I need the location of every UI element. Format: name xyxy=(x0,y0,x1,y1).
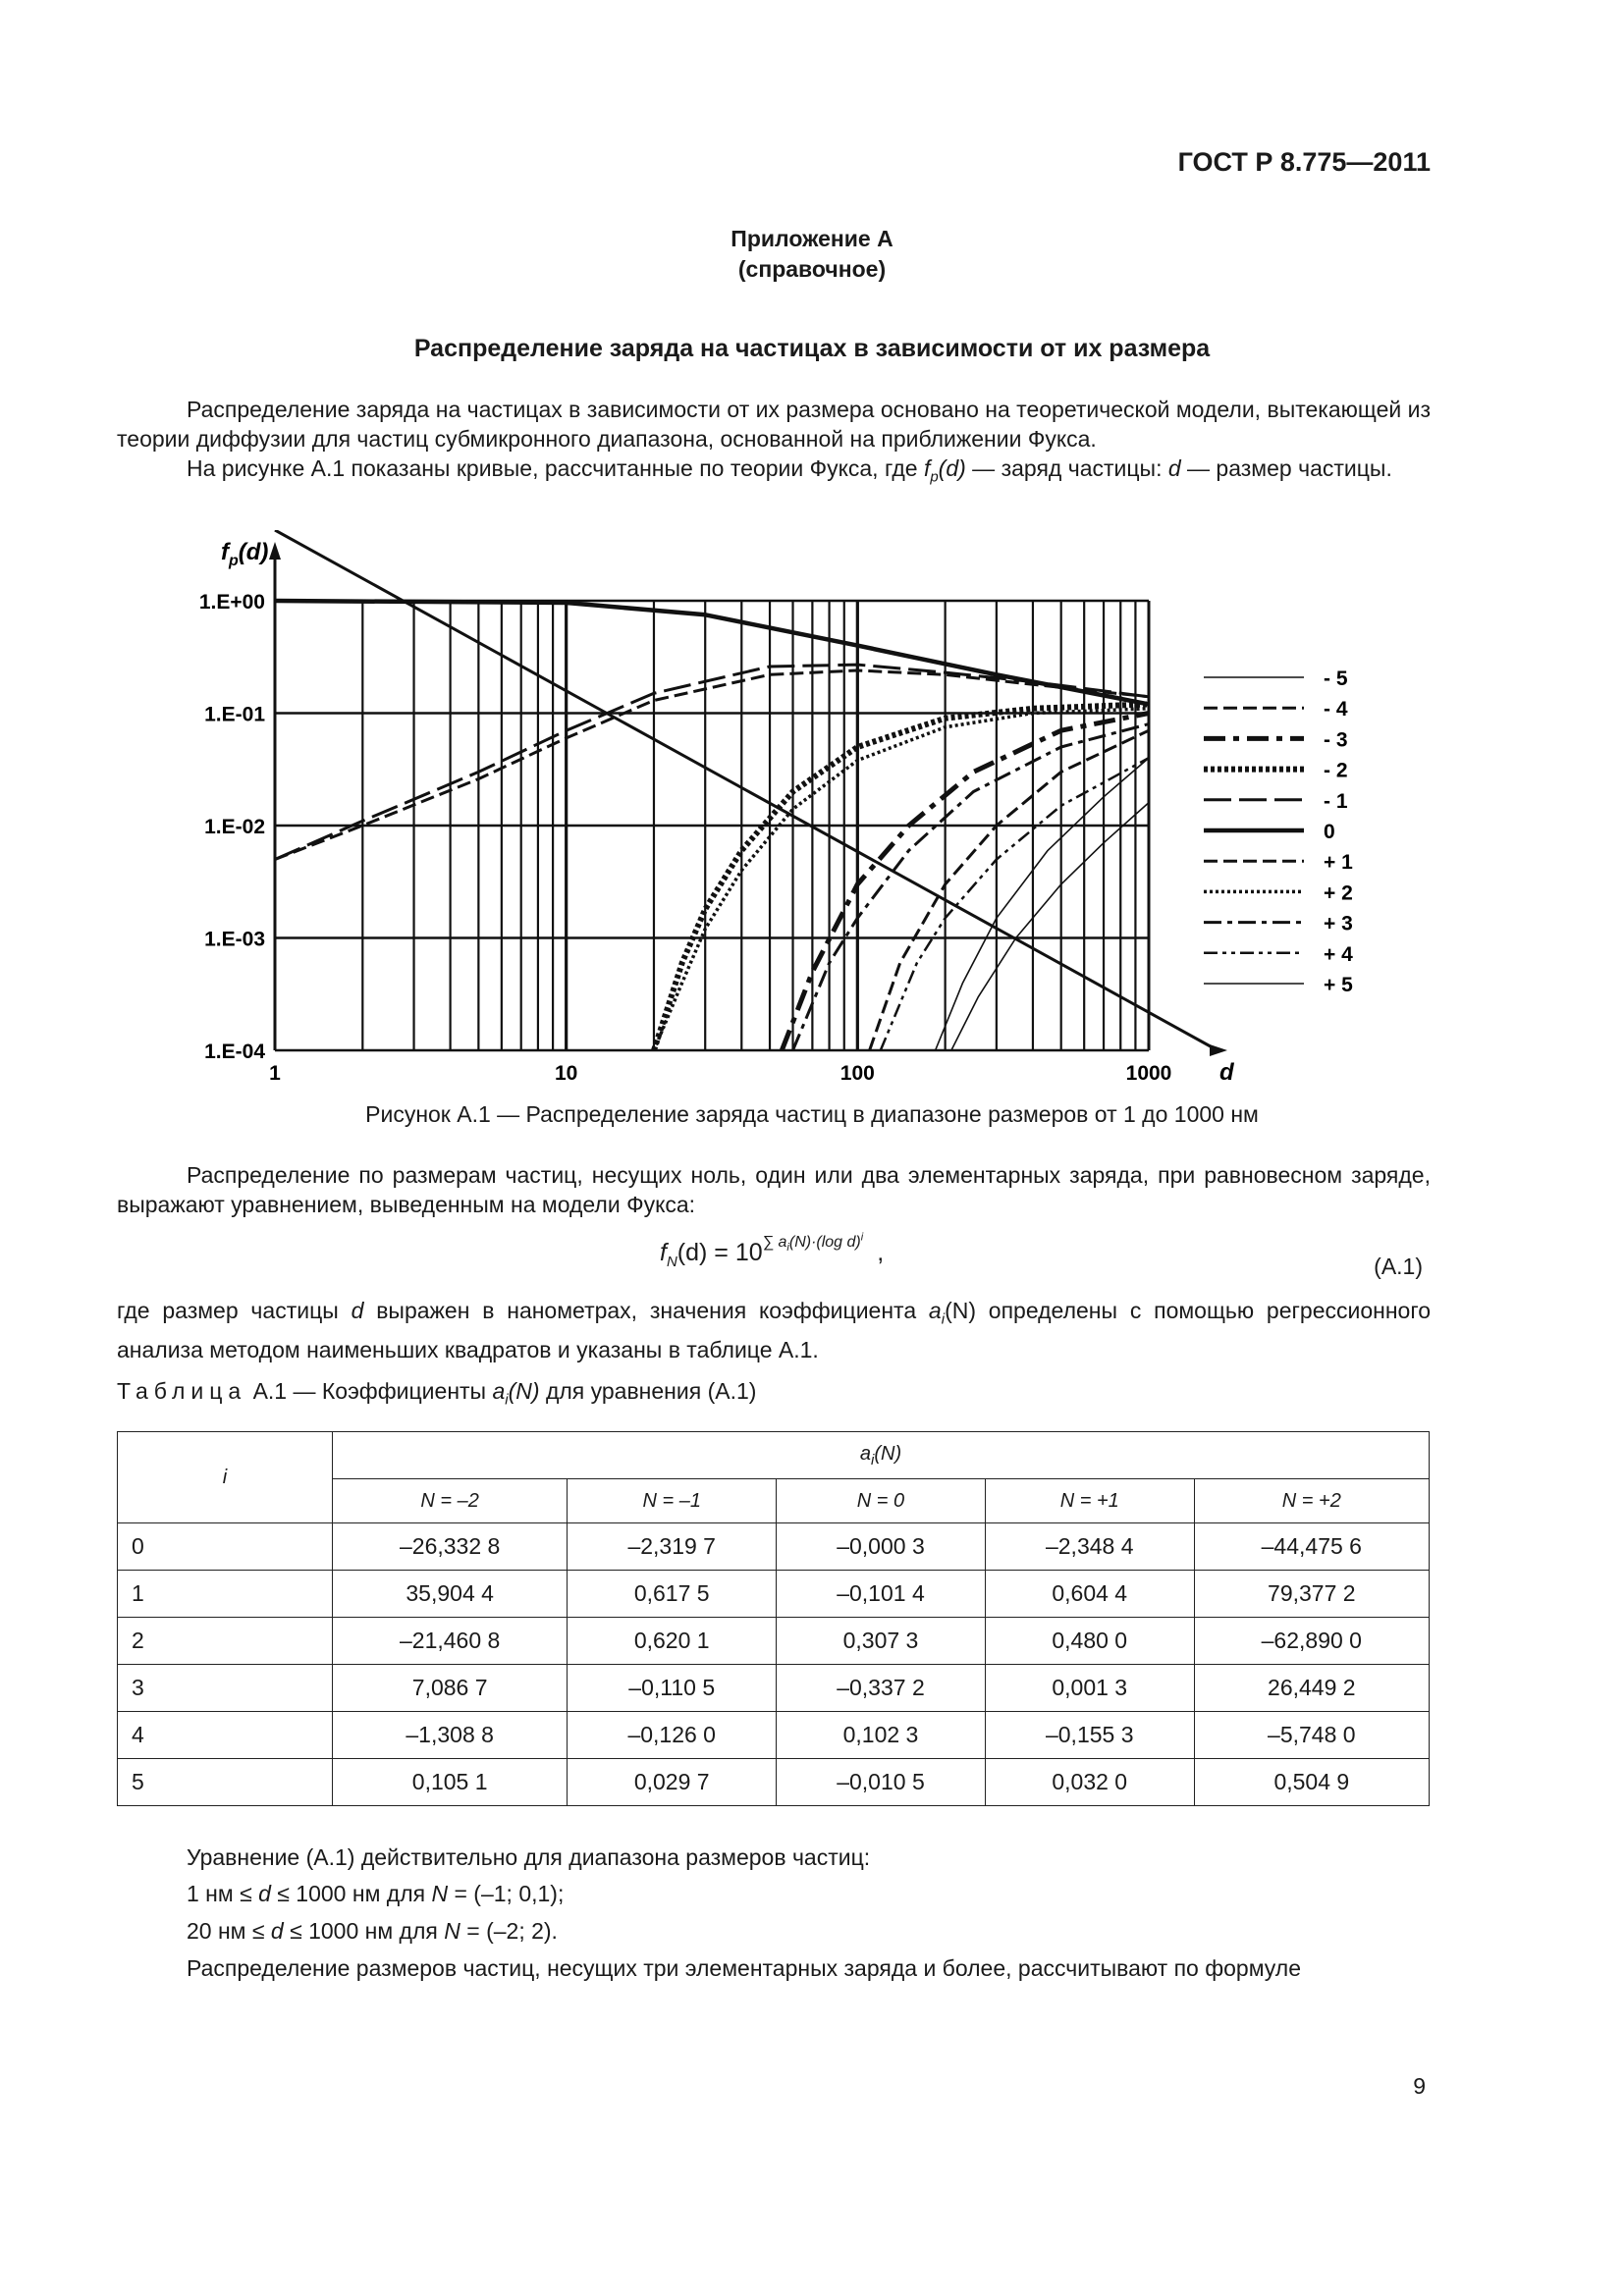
document-number: ГОСТ Р 8.775—2011 xyxy=(1177,147,1431,177)
legend-label: + 4 xyxy=(1324,942,1353,966)
x-axis-line xyxy=(275,530,1218,1050)
table-subheader: N = –1 xyxy=(568,1479,777,1523)
validity-line-2: 1 нм ≤ d ≤ 1000 нм для N = (–1; 0,1); xyxy=(187,1881,565,1906)
table-row xyxy=(118,1712,1430,1759)
table-cell: –44,475 6 xyxy=(1194,1523,1429,1571)
validity-line-1: Уравнение (А.1) действительно для диапазона размеров частиц: xyxy=(187,1844,871,1870)
table-cell-i: 2 xyxy=(118,1618,333,1665)
x-tick-label: 1000 xyxy=(1125,1062,1172,1085)
intro-p2-d: d xyxy=(1167,455,1181,481)
intro-p2-f: f xyxy=(923,455,931,481)
y-tick-label: 1.E-04 xyxy=(204,1041,265,1063)
series-line-plus4 xyxy=(881,758,1149,1050)
intro-paragraph-2 xyxy=(117,454,1431,493)
series-line-plus1 xyxy=(275,670,1149,860)
table-row xyxy=(118,1759,1430,1806)
y-tick-label: 1.E-01 xyxy=(204,703,265,726)
table-cell: 0,001 3 xyxy=(985,1665,1194,1712)
figure-caption: Рисунок А.1 — Распределение заряда частиц в диапазоне размеров от 1 до 1000 нм xyxy=(365,1101,1259,1127)
table-row xyxy=(118,1665,1430,1712)
legend-label: + 3 xyxy=(1324,912,1353,935)
table-cell: 0,032 0 xyxy=(985,1759,1194,1806)
table-cell: –21,460 8 xyxy=(333,1618,568,1665)
legend-label: + 2 xyxy=(1324,881,1353,905)
legend-label: 0 xyxy=(1324,821,1335,843)
table-cell: 0,307 3 xyxy=(777,1618,986,1665)
table-subheader: N = +2 xyxy=(1194,1479,1429,1523)
table-cell: 0,617 5 xyxy=(568,1571,777,1618)
formula-lhs-arg: (d) = 10 xyxy=(677,1239,763,1266)
where-paragraph: где размер частицы d выражен в нанометрах, значения коэффициента $a_i(N)$ определены с помощью регрессионного анализа методом наименьших квадратов и указаны в таблице А.1. xyxy=(117,1298,1431,1362)
intro-p2-before: На рисунке А.1 показаны кривые, рассчитанные по теории Фукса, где xyxy=(187,455,924,481)
series-line-minus4 xyxy=(870,730,1149,1050)
table-cell-i: 0 xyxy=(118,1523,333,1571)
table-subheader: N = +1 xyxy=(985,1479,1194,1523)
validity-line-3: 20 нм ≤ d ≤ 1000 нм для N = (–2; 2). xyxy=(187,1918,558,1944)
table-cell: 0,620 1 xyxy=(568,1618,777,1665)
series-line-minus3 xyxy=(782,714,1149,1051)
coefficients-table xyxy=(117,1431,1430,1806)
table-cell: –2,348 4 xyxy=(985,1523,1194,1571)
table-cell: –0,010 5 xyxy=(777,1759,986,1806)
table-header-ai: $a_i(N)$ xyxy=(333,1432,1430,1479)
x-tick-label: 10 xyxy=(554,1062,578,1085)
table-subheader: N = 0 xyxy=(777,1479,986,1523)
intro-p2-after: — размер частицы. xyxy=(1180,455,1392,481)
section-title: Распределение заряда на частицах в зависимости от их размера xyxy=(413,335,1211,362)
legend-label: + 5 xyxy=(1324,974,1353,996)
page-number: 9 xyxy=(1413,2073,1426,2099)
y-tick-labels xyxy=(199,591,265,1063)
x-tick-label: 100 xyxy=(839,1062,875,1085)
table-cell-i: 4 xyxy=(118,1712,333,1759)
table-cell: 79,377 2 xyxy=(1194,1571,1429,1618)
y-tick-label: 1.E-03 xyxy=(204,928,265,951)
table-cell: –0,110 5 xyxy=(568,1665,777,1712)
x-tick-label: 1 xyxy=(269,1062,281,1085)
table-header-i: i xyxy=(118,1432,333,1523)
x-axis-label: d xyxy=(1219,1059,1234,1086)
table-cell: –0,000 3 xyxy=(777,1523,986,1571)
y-tick-label: 1.E-02 xyxy=(204,816,265,838)
intro-paragraph-1: Распределение заряда на частицах в зависимости от их размера основано на теоретической модели, вытекающей из теории диффузии для частиц субмикронного диапазона, основанной на приближении Фукса. xyxy=(117,397,1431,452)
intro-p2-fd: (d) xyxy=(938,455,966,481)
table-caption: Таблица А.1 — Коэффициенты $a_i(N)$ для уравнения (А.1) xyxy=(117,1378,757,1409)
series-line-minus5 xyxy=(936,758,1149,1050)
table-cell: –0,155 3 xyxy=(985,1712,1194,1759)
table-cell: 26,449 2 xyxy=(1194,1665,1429,1712)
legend-label: - 5 xyxy=(1324,667,1348,690)
table-cell: 35,904 4 xyxy=(333,1571,568,1618)
table-cell: –2,319 7 xyxy=(568,1523,777,1571)
formula-a1 xyxy=(660,1231,885,1270)
table-cell-i: 1 xyxy=(118,1571,333,1618)
appendix-title: Приложение А xyxy=(731,226,893,251)
table-cell: –26,332 8 xyxy=(333,1523,568,1571)
series-line-minus1 xyxy=(275,665,1149,859)
table-row xyxy=(118,1571,1430,1618)
chart-grid xyxy=(275,601,1149,1050)
x-axis-arrow-icon xyxy=(1210,1044,1227,1056)
validity-line-4: Распределение размеров частиц, несущих три элементарных заряда и более, рассчитывают по формуле xyxy=(187,1955,1301,1981)
table-row xyxy=(118,1523,1430,1571)
charge-distribution-chart xyxy=(167,530,1384,1090)
x-tick-labels xyxy=(269,1062,1171,1085)
table-cell: –0,126 0 xyxy=(568,1712,777,1759)
table-cell: 0,480 0 xyxy=(985,1618,1194,1665)
table-cell: 0,029 7 xyxy=(568,1759,777,1806)
y-tick-label: 1.E+00 xyxy=(198,591,265,614)
table-cell: –1,308 8 xyxy=(333,1712,568,1759)
table-subheader: N = –2 xyxy=(333,1479,568,1523)
intro-p2-fsub: p xyxy=(930,468,939,486)
table-cell-i: 3 xyxy=(118,1665,333,1712)
y-axis-arrow-icon xyxy=(269,542,281,560)
formula-exponent: ∑ ai(N)·(log d)i xyxy=(762,1231,864,1255)
appendix-subtitle: (справочное) xyxy=(737,256,887,282)
legend-label: - 3 xyxy=(1324,728,1348,752)
table-cell: –5,748 0 xyxy=(1194,1712,1429,1759)
formula-lhs-f: f xyxy=(660,1239,667,1266)
table-cell: –62,890 0 xyxy=(1194,1618,1429,1665)
table-cell: 0,604 4 xyxy=(985,1571,1194,1618)
table-cell: –0,101 4 xyxy=(777,1571,986,1618)
chart-legend xyxy=(1204,667,1353,996)
table-cell: 0,105 1 xyxy=(333,1759,568,1806)
table-cell: –0,337 2 xyxy=(777,1665,986,1712)
legend-label: - 4 xyxy=(1324,698,1348,721)
legend-label: - 1 xyxy=(1324,789,1348,813)
legend-label: - 2 xyxy=(1324,759,1348,782)
formula-comma: , xyxy=(877,1239,885,1266)
table-cell: 7,086 7 xyxy=(333,1665,568,1712)
formula-lhs-sub: N xyxy=(666,1254,677,1270)
table-row xyxy=(118,1618,1430,1665)
equation-number: (А.1) xyxy=(1374,1254,1423,1279)
y-axis-label: $f_p(d)$ xyxy=(221,539,269,569)
table-cell: 0,102 3 xyxy=(777,1712,986,1759)
series-line-plus5 xyxy=(951,803,1149,1050)
equation-intro: Распределение по размерам частиц, несущих ноль, один или два элементарных заряда, при равновесном заряде, выражают уравнением, выведенным на модели Фукса: xyxy=(117,1162,1431,1217)
table-cell-i: 5 xyxy=(118,1759,333,1806)
series-line-0 xyxy=(275,601,1149,704)
intro-p2-mid: — заряд частицы: xyxy=(965,455,1168,481)
table-cell: 0,504 9 xyxy=(1194,1759,1429,1806)
legend-label: + 1 xyxy=(1324,851,1353,875)
